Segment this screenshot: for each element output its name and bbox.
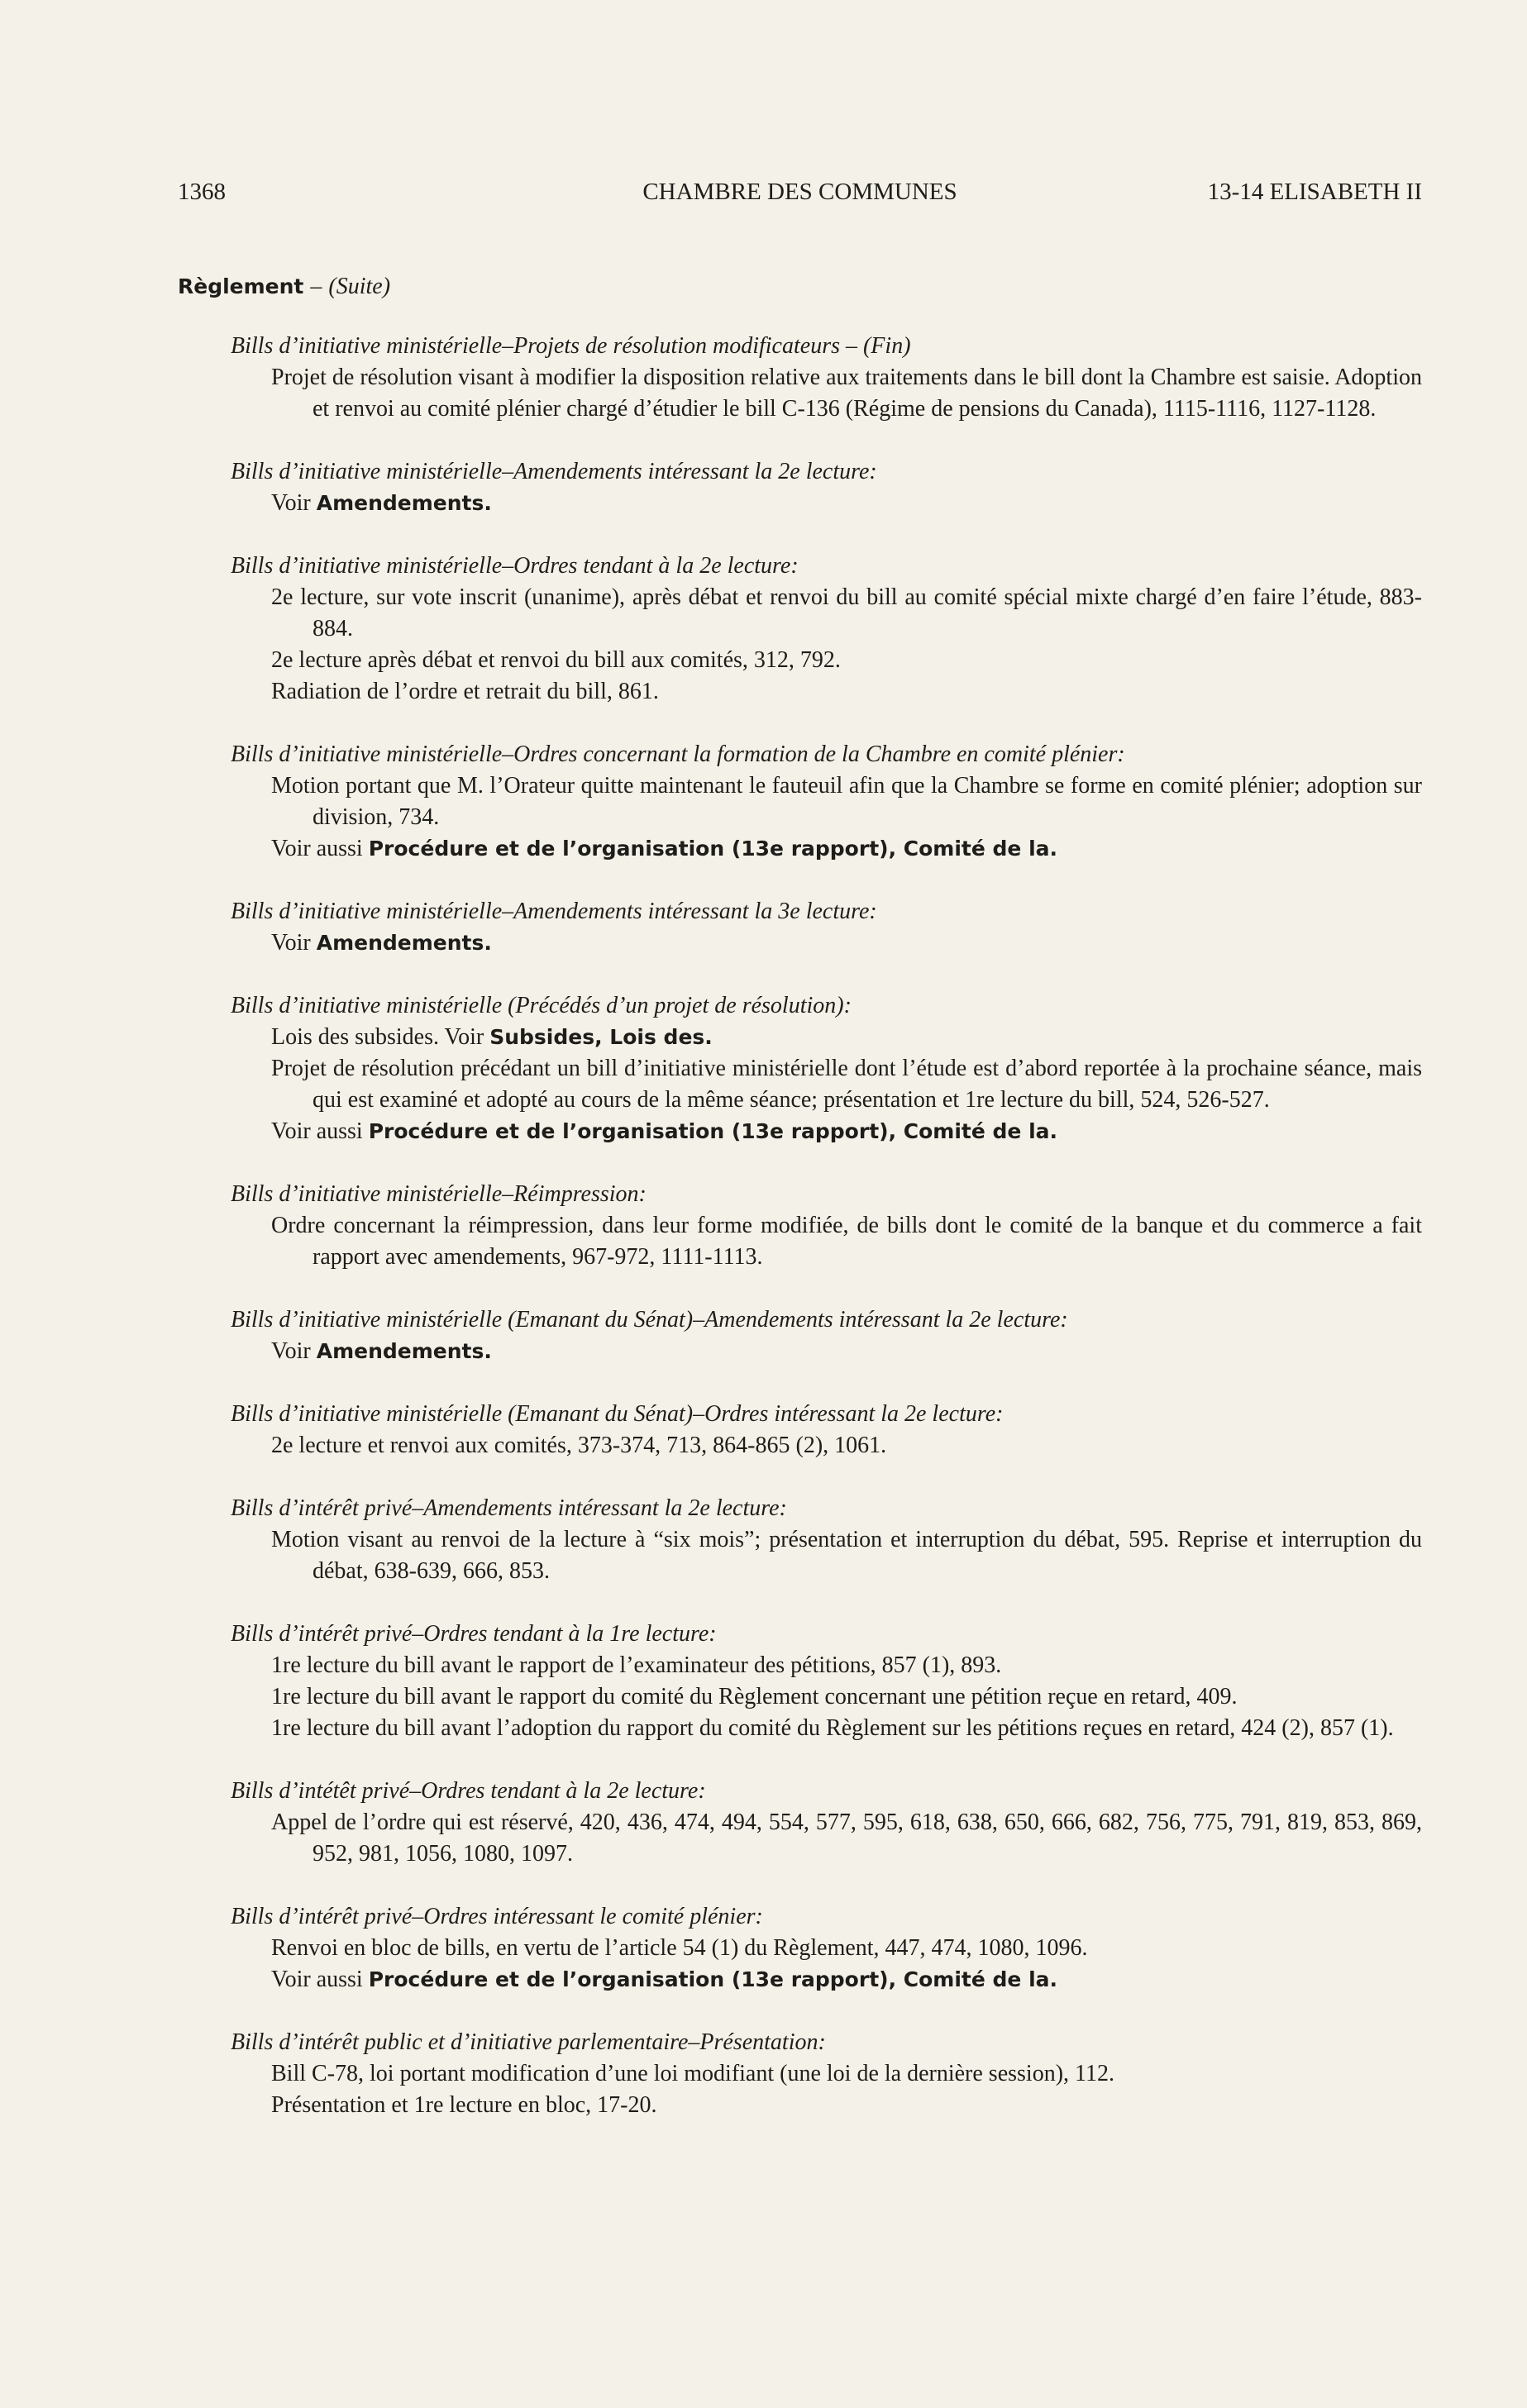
index-section [178,990,1422,1147]
index-entry: 2e lecture, sur vote inscrit (unanime), après débat et renvoi du bill au comité spécial mixte chargé d’en faire l’étude, 883-884. [271,584,1422,641]
cross-reference: Amendements. [316,491,492,515]
running-header [178,179,1422,212]
section-title: Bills d’initiative ministérielle (Emanant du Sénat)–Ordres intéressant la 2e lecture: [231,1401,1004,1427]
section-title: Bills d’initiative ministérielle–Réimpression: [231,1181,647,1207]
index-entry: Appel de l’ordre qui est réservé, 420, 436, 474, 494, 554, 577, 595, 618, 638, 650, 666, 682, 756, 775, 791, 819, 853, 869, 952, 981, 1056, 1080, 1097. [271,1810,1422,1867]
index-section [178,456,1422,519]
section-list [178,331,1422,2121]
cross-reference: Procédure et de l’organisation (13e rapport), Comité de la. [368,1967,1058,1991]
index-entry: 1re lecture du bill avant le rapport de l’examinateur des pétitions, 857 (1), 893. [271,1652,1002,1678]
index-entry: 2e lecture et renvoi aux comités, 373-374, 713, 864-865 (2), 1061. [271,1433,887,1458]
index-section [178,1179,1422,1273]
section-title: Bills d’intérêt privé–Ordres intéressant le comité plénier: [231,1904,763,1929]
index-entry: Projet de résolution précédant un bill d’initiative ministérielle dont l’étude est d’abord reportée à la prochaine séance, mais qui est examiné et adopté au cours de la même séance; présentation et 1re lecture du bill, 524, 526-527. [271,1056,1422,1113]
cross-reference: Subsides, Lois des. [489,1025,713,1049]
cross-reference: Amendements. [316,931,492,955]
section-title: Bills d’initiative ministérielle (Emanant du Sénat)–Amendements intéressant la 2e lecture: [231,1307,1068,1333]
entry-prefix: Lois des subsides. Voir [271,1024,484,1050]
index-section [178,331,1422,425]
index-entry [271,1022,1422,1053]
entry-prefix: Voir [271,490,311,516]
index-section [178,551,1422,708]
index-entry: Projet de résolution visant à modifier la disposition relative aux traitements dans le bill dont la Chambre est saisie. Adoption et renvoi au comité plénier chargé d’étudier le bill C-136 (Régime de pensions du Canada), 1115-1116, 1127-1128. [271,365,1422,422]
index-entry: 1re lecture du bill avant l’adoption du rapport du comité du Règlement sur les pétitions reçues en retard, 424 (2), 857 (1). [271,1715,1394,1741]
index-content [178,271,1422,2153]
index-section [178,1776,1422,1870]
section-title: Bills d’intérêt privé–Ordres tendant à la 1re lecture: [231,1621,717,1647]
section-title: Bills d’initiative ministérielle–Ordres tendant à la 2e lecture: [231,553,799,579]
index-entry [271,833,1422,865]
entry-prefix: Voir aussi [271,1118,363,1144]
index-entry: Présentation et 1re lecture en bloc, 17-20. [271,2092,657,2118]
index-section [178,1901,1422,1996]
index-entry: 1re lecture du bill avant le rapport du comité du Règlement concernant une pétition reçue en retard, 409. [271,1684,1238,1709]
section-title: Bills d’initiative ministérielle–Amendements intéressant la 2e lecture: [231,459,877,484]
entry-prefix: Voir aussi [271,836,363,861]
index-section [178,896,1422,959]
index-entry [271,1116,1422,1147]
entry-prefix: Voir aussi [271,1967,363,1992]
entry-prefix: Voir [271,1338,311,1364]
main-heading-suite: (Suite) [328,274,391,299]
index-section [178,1619,1422,1744]
index-entry [271,1964,1422,1996]
main-heading-label: Règlement [178,274,304,298]
page-number: 1368 [178,179,226,205]
index-entry: Motion portant que M. l’Orateur quitte maintenant le fauteuil afin que la Chambre se forme en comité plénier; adoption sur division, 734. [271,773,1422,830]
index-entry: Renvoi en bloc de bills, en vertu de l’article 54 (1) du Règlement, 447, 474, 1080, 1096. [271,1935,1088,1961]
section-title: Bills d’intétêt privé–Ordres tendant à la 2e lecture: [231,1778,706,1804]
index-entry: Radiation de l’ordre et retrait du bill, 861. [271,679,659,704]
index-entry: 2e lecture après débat et renvoi du bill aux comités, 312, 792. [271,647,841,673]
cross-reference: Procédure et de l’organisation (13e rapport), Comité de la. [368,837,1058,861]
index-entry: Ordre concernant la réimpression, dans leur forme modifiée, de bills dont le comité de la banque et du commerce a fait rapport avec amendements, 967-972, 1111-1113. [271,1213,1422,1270]
section-title: Bills d’initiative ministérielle (Précédés d’un projet de résolution): [231,993,852,1018]
section-title: Bills d’initiative ministérielle–Projets de résolution modificateurs – (Fin) [231,333,911,359]
header-title: CHAMBRE DES COMMUNES [642,179,957,205]
main-heading [178,271,1422,303]
index-section [178,739,1422,865]
index-entry: Motion visant au renvoi de la lecture à “six mois”; présentation et interruption du débat, 595. Reprise et interruption du débat, 638-639, 666, 853. [271,1527,1422,1584]
section-title: Bills d’intérêt privé–Amendements intéressant la 2e lecture: [231,1495,787,1521]
section-title: Bills d’initiative ministérielle–Ordres concernant la formation de la Chambre en comité plénier: [231,741,1125,767]
cross-reference: Amendements. [316,1339,492,1363]
index-entry: Bill C-78, loi portant modification d’une loi modifiant (une loi de la dernière session), 112. [271,2061,1114,2086]
index-section [178,2027,1422,2121]
section-title: Bills d’initiative ministérielle–Amendements intéressant la 3e lecture: [231,899,877,924]
index-section [178,1304,1422,1367]
header-session: 13-14 ELISABETH II [1207,179,1422,205]
index-entry [271,927,1422,959]
cross-reference: Procédure et de l’organisation (13e rapport), Comité de la. [368,1119,1058,1143]
index-entry [271,488,1422,519]
entry-prefix: Voir [271,930,311,956]
index-section [178,1493,1422,1587]
index-entry [271,1336,1422,1367]
main-heading-separator: – [310,274,322,299]
index-section [178,1399,1422,1461]
section-title: Bills d’intérêt public et d’initiative parlementaire–Présentation: [231,2029,826,2055]
